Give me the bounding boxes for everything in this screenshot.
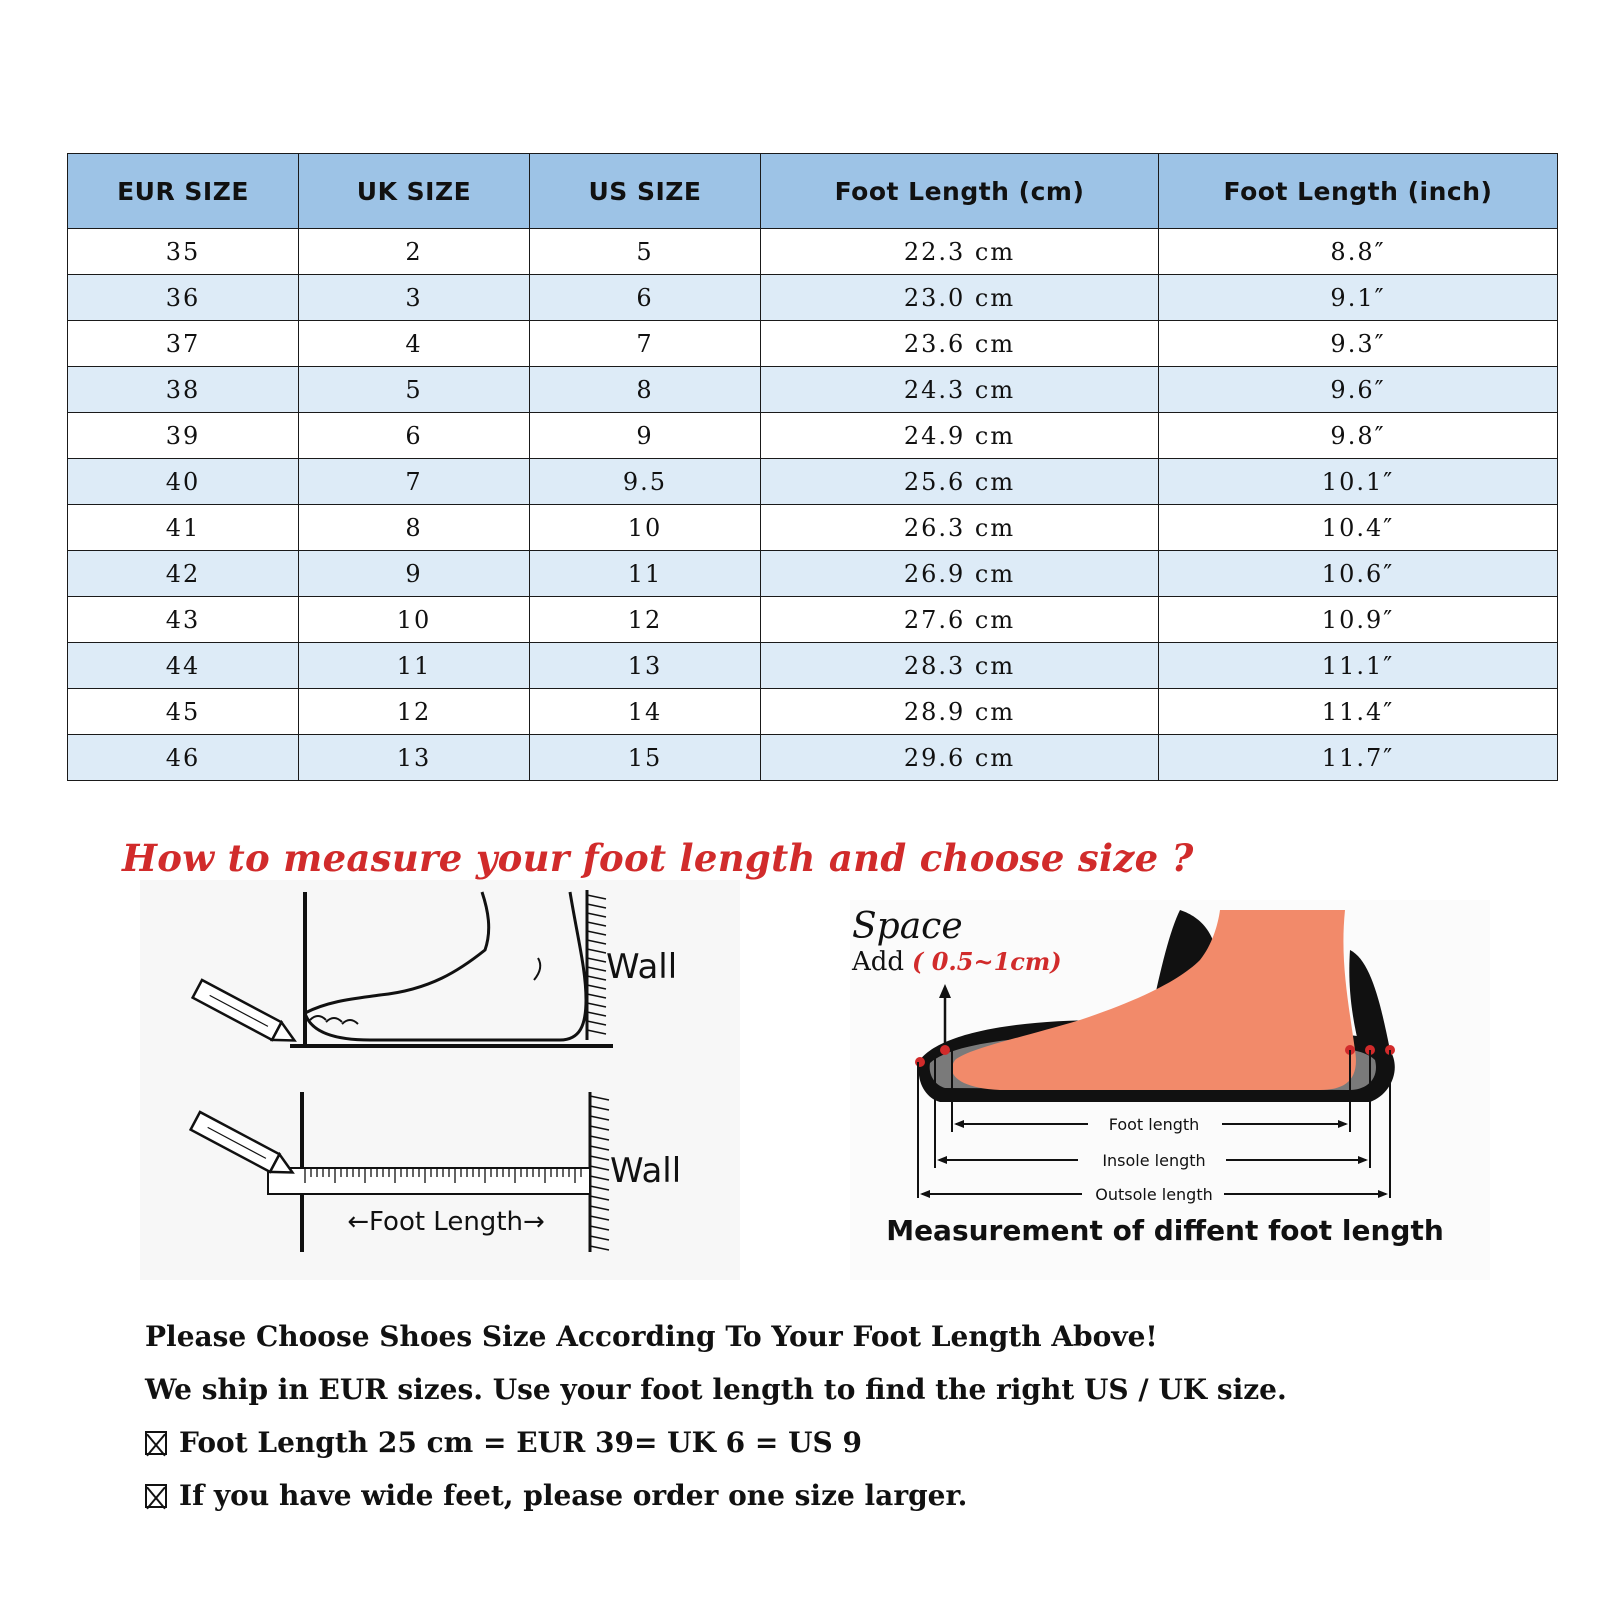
checkbox-x-icon: [145, 1431, 167, 1455]
note-line: [145, 1310, 1287, 1363]
cell-us-size: 15: [530, 735, 761, 781]
cell-eur-size: 42: [68, 551, 299, 597]
cell-foot-length-cm: 28.3 cm: [761, 643, 1159, 689]
cell-uk-size: 10: [299, 597, 530, 643]
cell-eur-size: 35: [68, 229, 299, 275]
table-row: [68, 367, 1558, 413]
note-line: [145, 1469, 1287, 1522]
table-row: [68, 229, 1558, 275]
note-text: We ship in EUR sizes. Use your foot length to find the right US / UK size.: [145, 1373, 1287, 1406]
cell-us-size: 10: [530, 505, 761, 551]
space-label: Space: [852, 906, 963, 947]
cell-foot-length-cm: 28.9 cm: [761, 689, 1159, 735]
cell-eur-size: 36: [68, 275, 299, 321]
cell-uk-size: 12: [299, 689, 530, 735]
cell-eur-size: 45: [68, 689, 299, 735]
note-text: If you have wide feet, please order one size larger.: [179, 1479, 968, 1512]
note-text: Please Choose Shoes Size According To Your Foot Length Above!: [145, 1320, 1158, 1353]
table-row: [68, 643, 1558, 689]
measurement-caption: Measurement of diffent foot length: [886, 1214, 1444, 1247]
cell-us-size: 5: [530, 229, 761, 275]
table-row: [68, 735, 1558, 781]
note-text: Foot Length 25 cm = EUR 39= UK 6 = US 9: [179, 1426, 862, 1459]
shoe-length-diagram: [850, 900, 1490, 1280]
cell-uk-size: 13: [299, 735, 530, 781]
table-row: [68, 505, 1558, 551]
cell-foot-length-inch: 9.8″: [1159, 413, 1558, 459]
header-foot-length-inch: Foot Length (inch): [1159, 154, 1558, 229]
cell-foot-length-cm: 26.3 cm: [761, 505, 1159, 551]
cell-foot-length-inch: 11.7″: [1159, 735, 1558, 781]
cell-foot-length-inch: 9.1″: [1159, 275, 1558, 321]
table-row: [68, 413, 1558, 459]
cell-uk-size: 2: [299, 229, 530, 275]
table-row: [68, 689, 1558, 735]
foot-length-label: Foot length: [1108, 1115, 1200, 1134]
cell-foot-length-inch: 10.4″: [1159, 505, 1558, 551]
table-row: [68, 275, 1558, 321]
cell-us-size: 9: [530, 413, 761, 459]
table-row: [68, 597, 1558, 643]
cell-uk-size: 7: [299, 459, 530, 505]
cell-foot-length-cm: 22.3 cm: [761, 229, 1159, 275]
foot-measure-diagram: [140, 880, 740, 1280]
cell-us-size: 11: [530, 551, 761, 597]
cell-foot-length-cm: 24.3 cm: [761, 367, 1159, 413]
cell-eur-size: 39: [68, 413, 299, 459]
cell-us-size: 14: [530, 689, 761, 735]
add-prefix: Add: [852, 947, 905, 977]
cell-uk-size: 5: [299, 367, 530, 413]
cell-foot-length-cm: 27.6 cm: [761, 597, 1159, 643]
note-line: [145, 1416, 1287, 1469]
cell-uk-size: 4: [299, 321, 530, 367]
cell-us-size: 9.5: [530, 459, 761, 505]
table-row: [68, 321, 1558, 367]
cell-us-size: 12: [530, 597, 761, 643]
cell-foot-length-inch: 10.9″: [1159, 597, 1558, 643]
howto-title: How to measure your foot length and choose size ?: [122, 836, 1194, 880]
cell-foot-length-inch: 10.6″: [1159, 551, 1558, 597]
cell-us-size: 8: [530, 367, 761, 413]
cell-foot-length-cm: 25.6 cm: [761, 459, 1159, 505]
table-header-row: [68, 154, 1558, 229]
cell-foot-length-cm: 24.9 cm: [761, 413, 1159, 459]
checkbox-x-icon: [145, 1484, 167, 1508]
add-value: ( 0.5~1cm): [912, 947, 1062, 976]
cell-uk-size: 11: [299, 643, 530, 689]
outsole-length-label: Outsole length: [1095, 1185, 1213, 1204]
header-us-size: US SIZE: [530, 154, 761, 229]
table-row: [68, 551, 1558, 597]
size-chart-table: [67, 153, 1558, 781]
cell-foot-length-cm: 26.9 cm: [761, 551, 1159, 597]
cell-eur-size: 41: [68, 505, 299, 551]
cell-eur-size: 38: [68, 367, 299, 413]
cell-foot-length-cm: 23.6 cm: [761, 321, 1159, 367]
cell-us-size: 7: [530, 321, 761, 367]
ruler: [268, 1168, 590, 1194]
cell-foot-length-inch: 11.4″: [1159, 689, 1558, 735]
cell-foot-length-cm: 29.6 cm: [761, 735, 1159, 781]
cell-eur-size: 44: [68, 643, 299, 689]
header-uk-size: UK SIZE: [299, 154, 530, 229]
cell-eur-size: 37: [68, 321, 299, 367]
cell-eur-size: 40: [68, 459, 299, 505]
cell-foot-length-inch: 11.1″: [1159, 643, 1558, 689]
wall-label-bottom: Wall: [610, 1151, 682, 1191]
cell-uk-size: 9: [299, 551, 530, 597]
cell-eur-size: 43: [68, 597, 299, 643]
header-foot-length-cm: Foot Length (cm): [761, 154, 1159, 229]
cell-uk-size: 3: [299, 275, 530, 321]
cell-foot-length-inch: 9.3″: [1159, 321, 1558, 367]
foot-length-arrow-label: ←Foot Length→: [347, 1207, 545, 1237]
header-eur-size: EUR SIZE: [68, 154, 299, 229]
wall-label-top: Wall: [606, 947, 678, 987]
cell-us-size: 6: [530, 275, 761, 321]
cell-uk-size: 6: [299, 413, 530, 459]
cell-foot-length-inch: 9.6″: [1159, 367, 1558, 413]
cell-uk-size: 8: [299, 505, 530, 551]
cell-foot-length-cm: 23.0 cm: [761, 275, 1159, 321]
cell-us-size: 13: [530, 643, 761, 689]
cell-eur-size: 46: [68, 735, 299, 781]
cell-foot-length-inch: 10.1″: [1159, 459, 1558, 505]
note-line: [145, 1363, 1287, 1416]
cell-foot-length-inch: 8.8″: [1159, 229, 1558, 275]
table-row: [68, 459, 1558, 505]
size-notes: [145, 1310, 1287, 1522]
insole-length-label: Insole length: [1102, 1151, 1206, 1170]
